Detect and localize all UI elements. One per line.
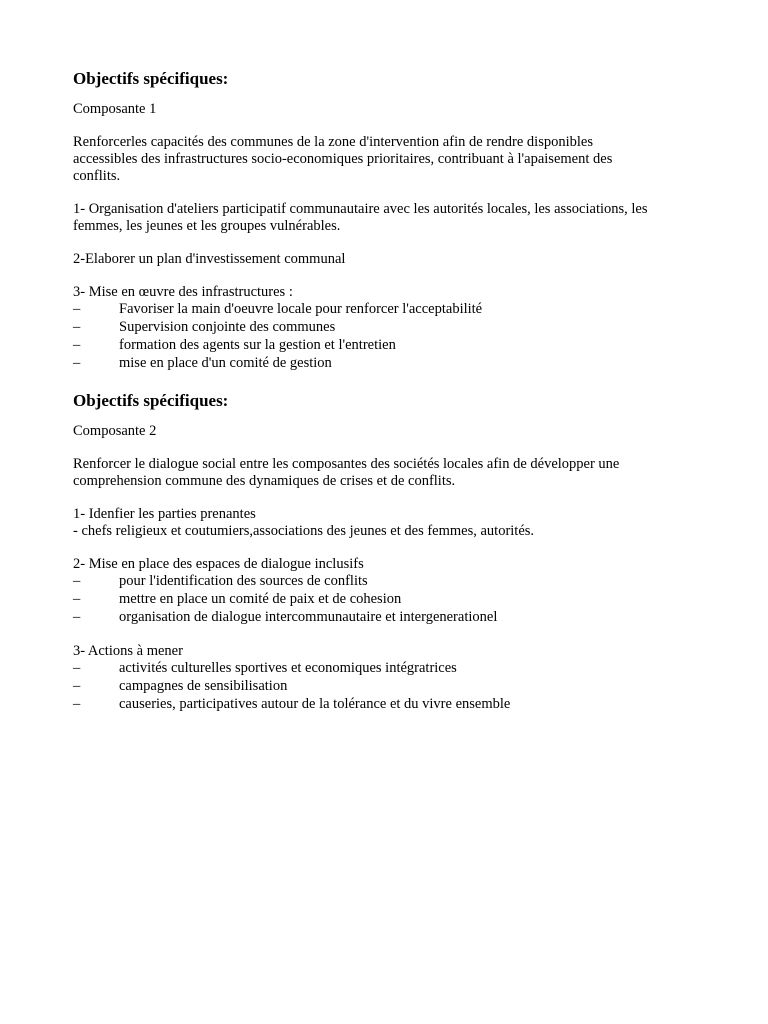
list-item-text: Supervision conjointe des communes [119, 319, 336, 335]
list-item [73, 337, 708, 355]
objective-2-3-title: 3- Actions à mener [73, 643, 183, 659]
objective-2-3-list [73, 660, 708, 714]
list-item [73, 301, 708, 319]
list-item [73, 660, 708, 678]
dash-marker: – [73, 678, 81, 694]
list-item-text: organisation de dialogue intercommunautaire et intergenerationel [119, 609, 498, 625]
objective-line: femmes, les jeunes et les groupes vulnérables. [73, 218, 341, 234]
dash-marker: – [73, 591, 81, 607]
list-item-text: formation des agents sur la gestion et l'entretien [119, 337, 396, 353]
objective-2-1-detail: - chefs religieux et coutumiers,associations des jeunes et des femmes, autorités. [73, 523, 535, 539]
list-item-text: mise en place d'un comité de gestion [119, 355, 332, 371]
objective-1-1 [73, 201, 708, 235]
list-item [73, 609, 708, 627]
list-item-text: activités culturelles sportives et economiques intégratrices [119, 660, 457, 676]
objective-2-2 [73, 556, 708, 627]
objective-2-1-title: 1- Idenfier les parties prenantes [73, 506, 256, 522]
dash-marker: – [73, 660, 81, 676]
list-item [73, 678, 708, 696]
intro-line: conflits. [73, 168, 121, 184]
list-item-text: Favoriser la main d'oeuvre locale pour renforcer l'acceptabilité [119, 301, 483, 317]
section-2-heading: Objectifs spécifiques: [73, 391, 229, 410]
objective-1-2: 2-Elaborer un plan d'investissement communal [73, 251, 346, 267]
dash-marker: – [73, 319, 81, 335]
objective-2-2-list [73, 573, 708, 627]
intro-line: comprehension commune des dynamiques de crises et de conflits. [73, 473, 456, 489]
dash-marker: – [73, 609, 81, 625]
objective-2-2-title: 2- Mise en place des espaces de dialogue inclusifs [73, 556, 364, 572]
composante-1-label: Composante 1 [73, 101, 157, 117]
list-item [73, 696, 708, 714]
list-item [73, 319, 708, 337]
list-item [73, 355, 708, 373]
dash-marker: – [73, 573, 81, 589]
composante-2-intro [73, 456, 708, 490]
objective-1-3 [73, 284, 708, 373]
dash-marker: – [73, 696, 81, 712]
intro-line: Renforcerles capacités des communes de la zone d'intervention afin de rendre disponibles [73, 134, 593, 150]
list-item [73, 591, 708, 609]
composante-2-label: Composante 2 [73, 423, 157, 439]
dash-marker: – [73, 355, 81, 371]
composante-1-intro [73, 134, 708, 185]
objective-1-3-title: 3- Mise en œuvre des infrastructures : [73, 284, 293, 300]
list-item [73, 573, 708, 591]
dash-marker: – [73, 337, 81, 353]
list-item-text: mettre en place un comité de paix et de cohesion [119, 591, 402, 607]
objective-line: 1- Organisation d'ateliers participatif communautaire avec les autorités locales, les associations, les [73, 201, 648, 217]
section-1-heading: Objectifs spécifiques: [73, 69, 229, 88]
list-item-text: causeries, participatives autour de la tolérance et du vivre ensemble [119, 696, 511, 712]
list-item-text: campagnes de sensibilisation [119, 678, 288, 694]
objective-2-3 [73, 643, 708, 714]
list-item-text: pour l'identification des sources de conflits [119, 573, 368, 589]
intro-line: accessibles des infrastructures socio-economiques prioritaires, contribuant à l'apaisement des [73, 151, 613, 167]
dash-marker: – [73, 301, 81, 317]
objective-1-3-list [73, 301, 708, 373]
objective-2-1 [73, 506, 708, 540]
intro-line: Renforcer le dialogue social entre les composantes des sociétés locales afin de développer une [73, 456, 620, 472]
